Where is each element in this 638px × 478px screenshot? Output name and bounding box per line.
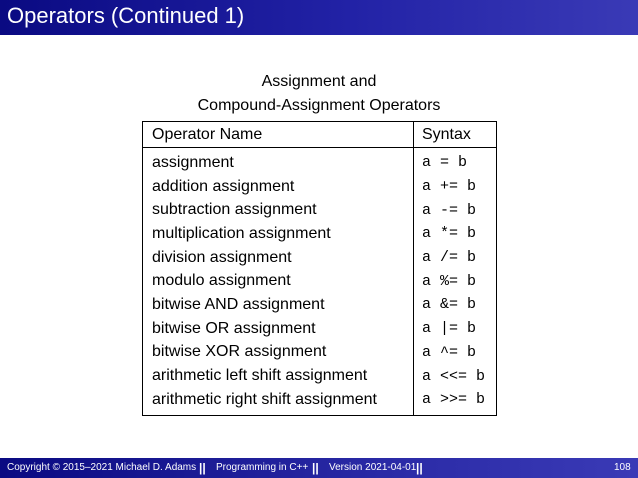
table-row	[143, 175, 497, 199]
table-row	[143, 364, 497, 388]
operator-name-cell: arithmetic left shift assignment	[152, 367, 368, 385]
column-header-operator-name: Operator Name	[143, 122, 414, 148]
table-row	[143, 341, 497, 365]
syntax-cell: a += b	[413, 175, 496, 199]
table-row	[143, 317, 497, 341]
column-header-syntax: Syntax	[413, 122, 496, 148]
operator-name-cell: modulo assignment	[152, 272, 291, 290]
table-header-row	[143, 122, 497, 148]
slide-title: Operators (Continued 1)	[7, 3, 245, 28]
footer-separator: ||	[416, 461, 423, 475]
syntax-cell: a %= b	[413, 269, 496, 293]
operator-name-cell: assignment	[152, 153, 234, 171]
operator-name-cell: arithmetic right shift assignment	[152, 390, 377, 408]
operator-name-cell: bitwise XOR assignment	[152, 343, 327, 361]
operator-name-cell: bitwise AND assignment	[152, 295, 325, 313]
syntax-cell: a -= b	[413, 198, 496, 222]
syntax-cell: a /= b	[413, 246, 496, 270]
syntax-cell: a &= b	[413, 293, 496, 317]
footer-separator: ||	[199, 461, 206, 475]
slide-title-bar	[0, 0, 638, 35]
table-caption-line1: Assignment and	[261, 73, 377, 90]
footer-version: Version 2021-04-01	[329, 462, 417, 473]
footer-course: Programming in C++	[216, 462, 309, 473]
operators-table	[142, 121, 497, 416]
footer-page-number: 108	[614, 462, 631, 473]
syntax-cell: a |= b	[413, 317, 496, 341]
operator-name-cell: subtraction assignment	[152, 201, 317, 219]
syntax-cell: a *= b	[413, 222, 496, 246]
operator-name-cell: addition assignment	[152, 177, 295, 195]
table-row	[143, 388, 497, 415]
table-row	[143, 246, 497, 270]
syntax-cell: a >>= b	[413, 388, 496, 415]
operator-name-cell: division assignment	[152, 248, 292, 266]
table-row	[143, 148, 497, 175]
table-row	[143, 293, 497, 317]
footer-separator: ||	[312, 461, 319, 475]
syntax-cell: a ^= b	[413, 341, 496, 365]
table-row	[143, 198, 497, 222]
operator-name-cell: multiplication assignment	[152, 224, 331, 242]
table-row	[143, 222, 497, 246]
table-caption-line2: Compound-Assignment Operators	[197, 97, 441, 114]
syntax-cell: a <<= b	[413, 364, 496, 388]
table-row	[143, 269, 497, 293]
operator-name-cell: bitwise OR assignment	[152, 319, 316, 337]
footer-copyright: Copyright © 2015–2021 Michael D. Adams	[7, 462, 197, 473]
slide-footer	[0, 458, 638, 478]
syntax-cell: a = b	[413, 148, 496, 175]
